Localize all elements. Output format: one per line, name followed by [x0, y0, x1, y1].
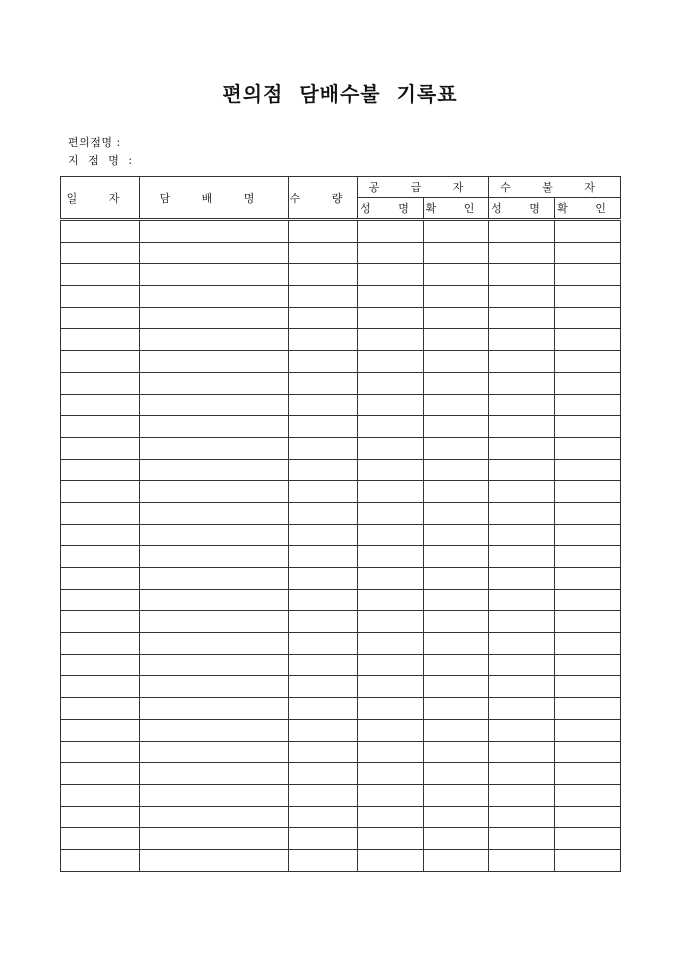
cigarette-cell [140, 307, 289, 329]
header-receiver-confirm: 확 인 [555, 198, 621, 220]
supplier-name-cell [358, 416, 424, 438]
cigarette-cell [140, 589, 289, 611]
receiver-confirm-cell [555, 568, 621, 590]
supplier-confirm-cell [424, 307, 489, 329]
quantity-cell [289, 741, 358, 763]
supplier-confirm-cell [424, 286, 489, 308]
date-cell [61, 741, 140, 763]
receiver-confirm-cell [555, 459, 621, 481]
receiver-confirm-cell [555, 741, 621, 763]
quantity-cell [289, 459, 358, 481]
receiver-confirm-cell [555, 828, 621, 850]
receiver-confirm-cell [555, 502, 621, 524]
receiver-name-cell [489, 437, 555, 459]
date-cell [61, 437, 140, 459]
cigarette-cell [140, 286, 289, 308]
date-cell [61, 524, 140, 546]
quantity-cell [289, 719, 358, 741]
date-cell [61, 307, 140, 329]
receiver-name-cell [489, 394, 555, 416]
cigarette-cell [140, 741, 289, 763]
cigarette-cell [140, 568, 289, 590]
receiver-name-cell [489, 741, 555, 763]
ledger-body [61, 220, 621, 872]
header-supplier-confirm: 확 인 [424, 198, 489, 220]
header-quantity: 수 량 [289, 177, 358, 220]
receiver-confirm-cell [555, 416, 621, 438]
quantity-cell [289, 502, 358, 524]
date-cell [61, 698, 140, 720]
supplier-confirm-cell [424, 806, 489, 828]
supplier-name-cell [358, 329, 424, 351]
quantity-cell [289, 437, 358, 459]
supplier-name-cell [358, 654, 424, 676]
cigarette-cell [140, 611, 289, 633]
receiver-confirm-cell [555, 784, 621, 806]
supplier-confirm-cell [424, 654, 489, 676]
quantity-cell [289, 633, 358, 655]
supplier-name-cell [358, 307, 424, 329]
table-row [61, 307, 621, 329]
cigarette-cell [140, 784, 289, 806]
table-row [61, 698, 621, 720]
quantity-cell [289, 220, 358, 243]
date-cell [61, 351, 140, 373]
table-row [61, 264, 621, 286]
table-row [61, 784, 621, 806]
quantity-cell [289, 849, 358, 871]
receiver-confirm-cell [555, 437, 621, 459]
supplier-name-cell [358, 611, 424, 633]
date-cell [61, 849, 140, 871]
receiver-name-cell [489, 351, 555, 373]
supplier-confirm-cell [424, 763, 489, 785]
date-cell [61, 329, 140, 351]
supplier-name-cell [358, 220, 424, 243]
quantity-cell [289, 416, 358, 438]
table-row [61, 828, 621, 850]
table-row [61, 329, 621, 351]
quantity-cell [289, 264, 358, 286]
supplier-confirm-cell [424, 459, 489, 481]
supplier-name-cell [358, 698, 424, 720]
supplier-confirm-cell [424, 676, 489, 698]
receiver-confirm-cell [555, 329, 621, 351]
header-receiver: 수 불 자 [489, 177, 621, 198]
supplier-confirm-cell [424, 611, 489, 633]
date-cell [61, 633, 140, 655]
receiver-name-cell [489, 676, 555, 698]
cigarette-cell [140, 220, 289, 243]
supplier-confirm-cell [424, 416, 489, 438]
receiver-name-cell [489, 524, 555, 546]
receiver-name-cell [489, 589, 555, 611]
receiver-confirm-cell [555, 351, 621, 373]
cigarette-cell [140, 329, 289, 351]
supplier-name-cell [358, 372, 424, 394]
quantity-cell [289, 784, 358, 806]
supplier-name-cell [358, 784, 424, 806]
receiver-confirm-cell [555, 763, 621, 785]
quantity-cell [289, 481, 358, 503]
table-row [61, 806, 621, 828]
cigarette-cell [140, 437, 289, 459]
supplier-name-cell [358, 286, 424, 308]
supplier-confirm-cell [424, 481, 489, 503]
quantity-cell [289, 242, 358, 264]
quantity-cell [289, 394, 358, 416]
date-cell [61, 220, 140, 243]
document-title: 편의점 담배수불 기록표 [222, 82, 458, 106]
supplier-confirm-cell [424, 351, 489, 373]
supplier-name-cell [358, 459, 424, 481]
supplier-name-cell [358, 264, 424, 286]
receiver-name-cell [489, 763, 555, 785]
receiver-name-cell [489, 546, 555, 568]
table-row [61, 416, 621, 438]
table-row [61, 459, 621, 481]
date-cell [61, 806, 140, 828]
supplier-name-cell [358, 394, 424, 416]
date-cell [61, 459, 140, 481]
cigarette-cell [140, 416, 289, 438]
date-cell [61, 676, 140, 698]
supplier-confirm-cell [424, 394, 489, 416]
supplier-name-cell [358, 763, 424, 785]
cigarette-cell [140, 763, 289, 785]
supplier-name-cell [358, 481, 424, 503]
cigarette-cell [140, 502, 289, 524]
table-row [61, 546, 621, 568]
receiver-confirm-cell [555, 546, 621, 568]
cigarette-cell [140, 524, 289, 546]
date-cell [61, 286, 140, 308]
receiver-confirm-cell [555, 394, 621, 416]
table-row [61, 741, 621, 763]
date-cell [61, 568, 140, 590]
date-cell [61, 828, 140, 850]
receiver-name-cell [489, 806, 555, 828]
table-row [61, 481, 621, 503]
cigarette-cell [140, 676, 289, 698]
receiver-name-cell [489, 654, 555, 676]
receiver-confirm-cell [555, 286, 621, 308]
receiver-confirm-cell [555, 264, 621, 286]
supplier-name-cell [358, 437, 424, 459]
receiver-confirm-cell [555, 611, 621, 633]
supplier-confirm-cell [424, 633, 489, 655]
supplier-confirm-cell [424, 329, 489, 351]
quantity-cell [289, 524, 358, 546]
receiver-confirm-cell [555, 719, 621, 741]
receiver-confirm-cell [555, 806, 621, 828]
date-cell [61, 784, 140, 806]
header-supplier: 공 급 자 [358, 177, 489, 198]
cigarette-cell [140, 351, 289, 373]
receiver-name-cell [489, 481, 555, 503]
receiver-confirm-cell [555, 481, 621, 503]
supplier-confirm-cell [424, 372, 489, 394]
supplier-name-cell [358, 546, 424, 568]
quantity-cell [289, 611, 358, 633]
store-name-label: 편의점명 : [68, 136, 121, 149]
cigarette-cell [140, 546, 289, 568]
cigarette-cell [140, 698, 289, 720]
date-cell [61, 502, 140, 524]
header-receiver-name: 성 명 [489, 198, 555, 220]
table-row [61, 676, 621, 698]
supplier-name-cell [358, 741, 424, 763]
quantity-cell [289, 372, 358, 394]
supplier-name-cell [358, 589, 424, 611]
receiver-confirm-cell [555, 698, 621, 720]
quantity-cell [289, 286, 358, 308]
supplier-confirm-cell [424, 242, 489, 264]
receiver-name-cell [489, 828, 555, 850]
date-cell [61, 394, 140, 416]
table-row [61, 220, 621, 243]
table-row [61, 286, 621, 308]
table-row [61, 394, 621, 416]
receiver-name-cell [489, 286, 555, 308]
date-cell [61, 546, 140, 568]
receiver-name-cell [489, 459, 555, 481]
cigarette-cell [140, 828, 289, 850]
cigarette-cell [140, 633, 289, 655]
receiver-name-cell [489, 416, 555, 438]
header-supplier-name: 성 명 [358, 198, 424, 220]
receiver-confirm-cell [555, 372, 621, 394]
supplier-name-cell [358, 828, 424, 850]
supplier-confirm-cell [424, 698, 489, 720]
supplier-confirm-cell [424, 220, 489, 243]
date-cell [61, 242, 140, 264]
quantity-cell [289, 806, 358, 828]
receiver-name-cell [489, 611, 555, 633]
cigarette-cell [140, 654, 289, 676]
table-row [61, 502, 621, 524]
branch-name-label: 지 점 명 : [68, 154, 136, 167]
ledger-table [60, 176, 621, 872]
date-cell [61, 611, 140, 633]
cigarette-cell [140, 481, 289, 503]
receiver-confirm-cell [555, 849, 621, 871]
receiver-name-cell [489, 568, 555, 590]
supplier-confirm-cell [424, 784, 489, 806]
supplier-name-cell [358, 719, 424, 741]
cigarette-cell [140, 849, 289, 871]
receiver-name-cell [489, 698, 555, 720]
supplier-name-cell [358, 502, 424, 524]
date-cell [61, 654, 140, 676]
date-cell [61, 372, 140, 394]
date-cell [61, 416, 140, 438]
cigarette-cell [140, 459, 289, 481]
table-row [61, 611, 621, 633]
table-row [61, 437, 621, 459]
supplier-name-cell [358, 633, 424, 655]
receiver-confirm-cell [555, 524, 621, 546]
receiver-confirm-cell [555, 633, 621, 655]
receiver-name-cell [489, 372, 555, 394]
supplier-name-cell [358, 568, 424, 590]
receiver-confirm-cell [555, 307, 621, 329]
table-row [61, 719, 621, 741]
date-cell [61, 264, 140, 286]
receiver-confirm-cell [555, 654, 621, 676]
table-row [61, 589, 621, 611]
header-cigarette: 담 배 명 [140, 177, 289, 220]
quantity-cell [289, 654, 358, 676]
quantity-cell [289, 698, 358, 720]
supplier-name-cell [358, 524, 424, 546]
quantity-cell [289, 546, 358, 568]
supplier-confirm-cell [424, 524, 489, 546]
date-cell [61, 763, 140, 785]
table-row [61, 524, 621, 546]
quantity-cell [289, 329, 358, 351]
table-row [61, 372, 621, 394]
table-row [61, 763, 621, 785]
supplier-name-cell [358, 806, 424, 828]
receiver-name-cell [489, 220, 555, 243]
receiver-confirm-cell [555, 242, 621, 264]
quantity-cell [289, 568, 358, 590]
supplier-confirm-cell [424, 589, 489, 611]
receiver-name-cell [489, 784, 555, 806]
receiver-name-cell [489, 242, 555, 264]
cigarette-cell [140, 264, 289, 286]
supplier-name-cell [358, 849, 424, 871]
cigarette-cell [140, 242, 289, 264]
quantity-cell [289, 676, 358, 698]
cigarette-cell [140, 806, 289, 828]
quantity-cell [289, 828, 358, 850]
supplier-confirm-cell [424, 437, 489, 459]
quantity-cell [289, 307, 358, 329]
quantity-cell [289, 763, 358, 785]
date-cell [61, 719, 140, 741]
supplier-confirm-cell [424, 568, 489, 590]
date-cell [61, 481, 140, 503]
receiver-confirm-cell [555, 676, 621, 698]
table-row [61, 351, 621, 373]
header-date: 일 자 [61, 177, 140, 220]
supplier-confirm-cell [424, 741, 489, 763]
cigarette-cell [140, 394, 289, 416]
receiver-confirm-cell [555, 220, 621, 243]
receiver-name-cell [489, 307, 555, 329]
date-cell [61, 589, 140, 611]
supplier-confirm-cell [424, 264, 489, 286]
supplier-name-cell [358, 242, 424, 264]
receiver-name-cell [489, 329, 555, 351]
receiver-name-cell [489, 849, 555, 871]
receiver-confirm-cell [555, 589, 621, 611]
cigarette-cell [140, 719, 289, 741]
receiver-name-cell [489, 502, 555, 524]
supplier-confirm-cell [424, 828, 489, 850]
supplier-name-cell [358, 351, 424, 373]
supplier-name-cell [358, 676, 424, 698]
quantity-cell [289, 589, 358, 611]
table-row [61, 654, 621, 676]
supplier-confirm-cell [424, 719, 489, 741]
supplier-confirm-cell [424, 849, 489, 871]
receiver-name-cell [489, 264, 555, 286]
receiver-name-cell [489, 719, 555, 741]
table-row [61, 568, 621, 590]
supplier-confirm-cell [424, 502, 489, 524]
cigarette-cell [140, 372, 289, 394]
quantity-cell [289, 351, 358, 373]
table-row [61, 242, 621, 264]
supplier-confirm-cell [424, 546, 489, 568]
receiver-name-cell [489, 633, 555, 655]
table-row [61, 849, 621, 871]
table-row [61, 633, 621, 655]
